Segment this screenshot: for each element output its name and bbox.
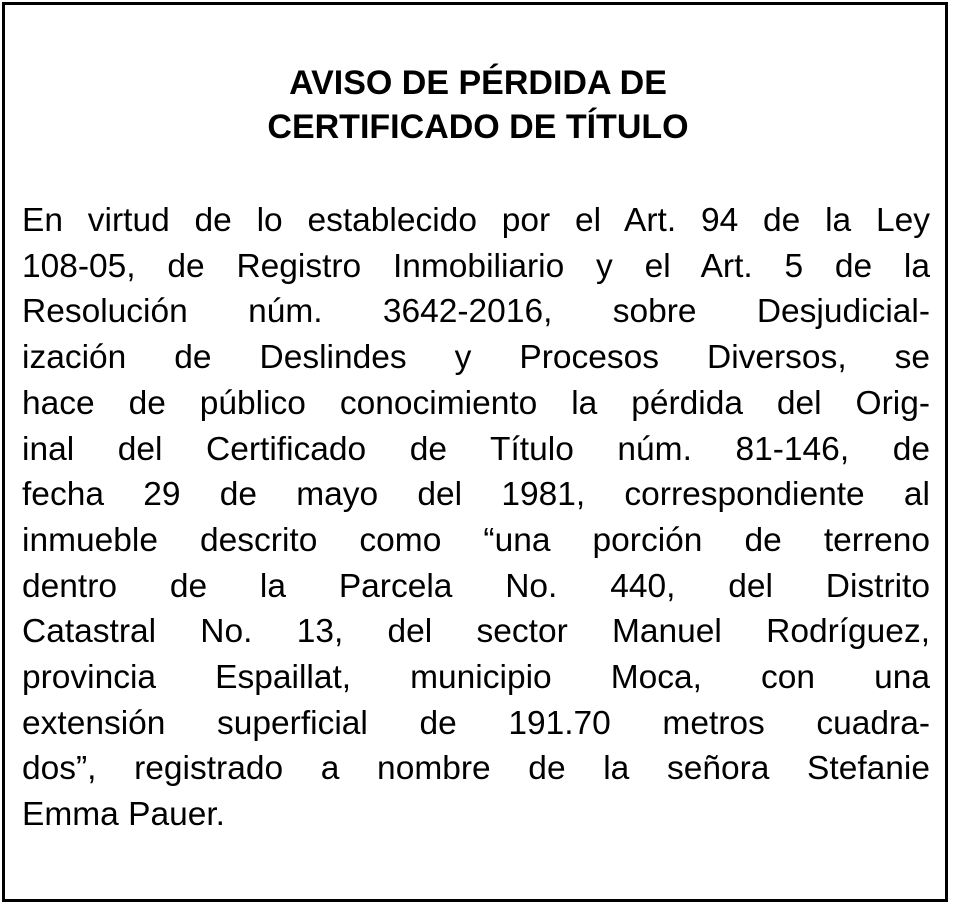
body-line: hace de público conocimiento la pérdida del Orig- [22, 384, 930, 422]
body-line-last: Emma Pauer. [22, 796, 225, 834]
body-line: extensión superficial de 191.70 metros cuadra- [22, 704, 930, 742]
body-line: ización de Deslindes y Procesos Diversos, se [22, 339, 930, 377]
body-line: 108-05, de Registro Inmobiliario y el Art. 5 de la [22, 247, 930, 285]
body-line: provincia Espaillat, municipio Moca, con una [22, 659, 930, 697]
body-line: Catastral No. 13, del sector Manuel Rodríguez, [22, 613, 930, 651]
body-line: inmueble descrito como “una porción de terreno [22, 521, 930, 559]
notice-title [5, 61, 951, 149]
body-line: En virtud de lo establecido por el Art. 94 de la Ley [22, 202, 930, 239]
body-line: inal del Certificado de Título núm. 81-146, de [22, 430, 930, 468]
body-line: dentro de la Parcela No. 440, del Distrito [22, 567, 930, 605]
notice-body-paragraph [22, 198, 930, 838]
body-line: fecha 29 de mayo del 1981, correspondiente al [22, 476, 930, 514]
notice-title-line-2: CERTIFICADO DE TÍTULO [267, 108, 689, 146]
notice-frame [2, 2, 948, 902]
body-line: Resolución núm. 3642-2016, sobre Desjudicial- [22, 293, 930, 331]
notice-title-line-1: AVISO DE PÉRDIDA DE [289, 64, 667, 102]
body-line: dos”, registrado a nombre de la señora Stefanie [22, 750, 930, 788]
